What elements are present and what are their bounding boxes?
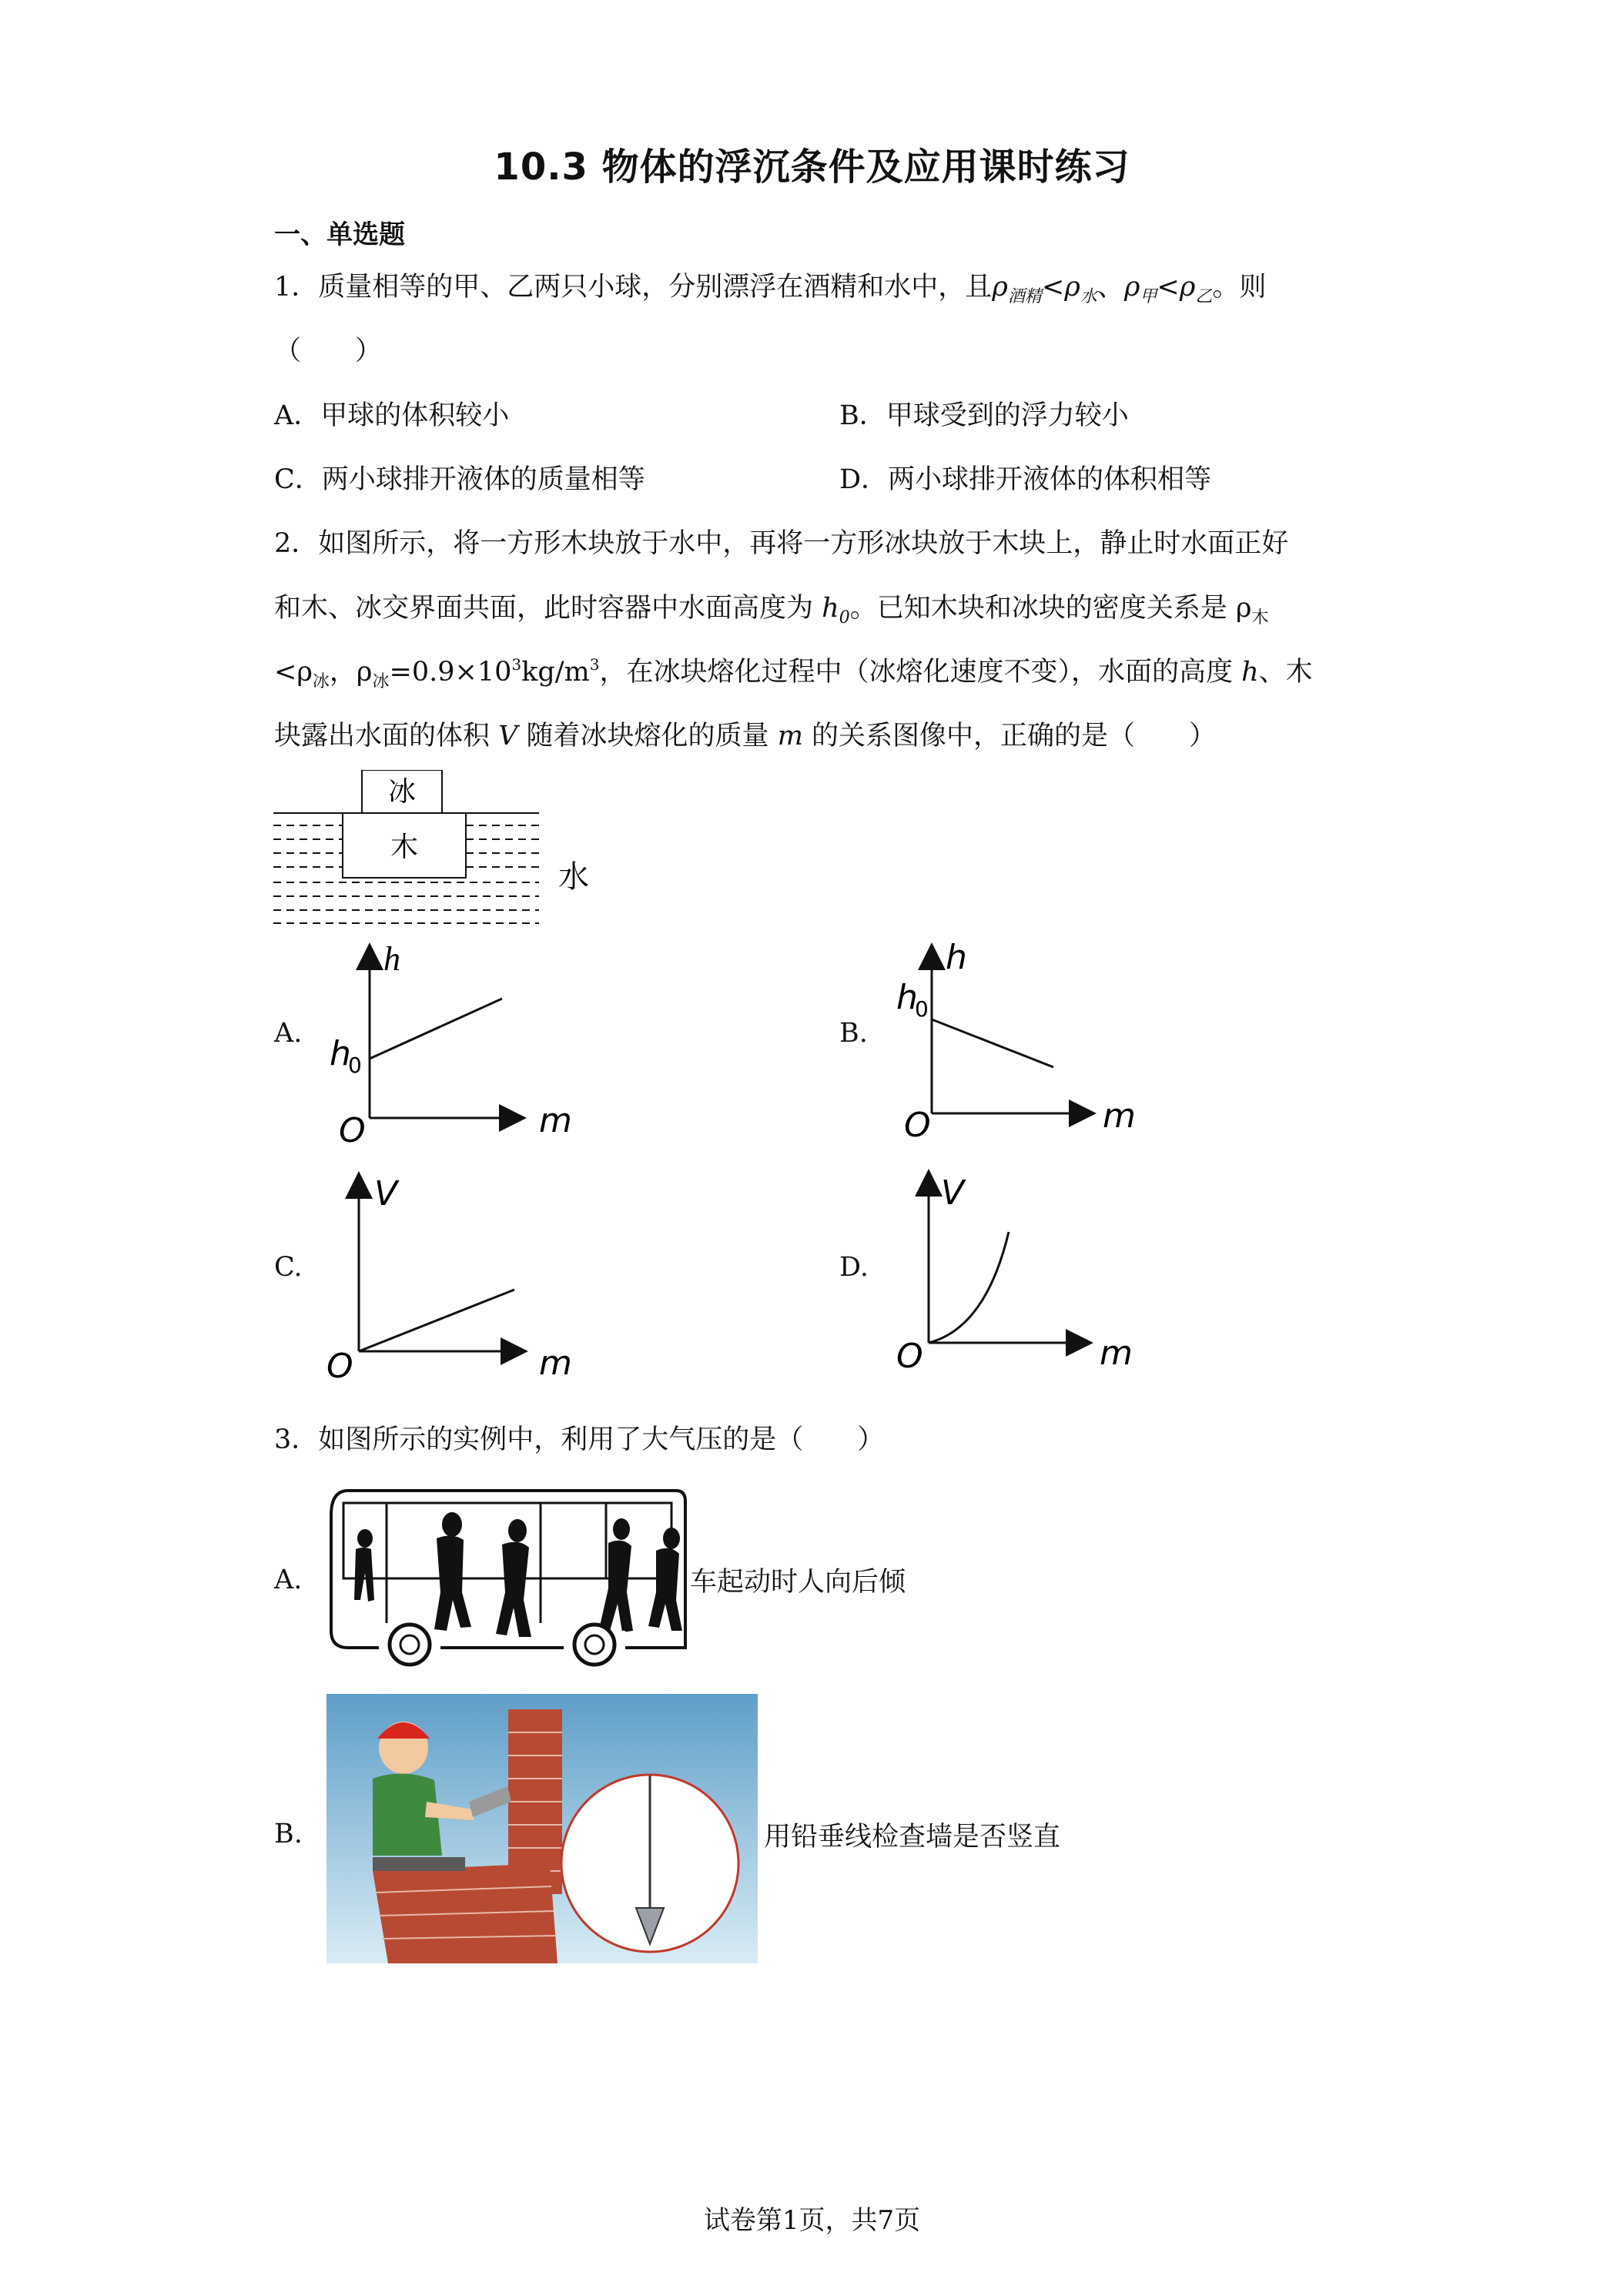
section-heading: 一、单选题: [274, 219, 405, 250]
q1-option-c[interactable]: C．两小球排开液体的质量相等: [274, 464, 645, 495]
q3-option-b-letter[interactable]: B.: [274, 1819, 303, 1849]
graph-line: [932, 1019, 1053, 1067]
q2-line-4: 块露出水面的体积 V 随着冰块熔化的质量 m 的关系图像中，正确的是（ ）: [274, 721, 1217, 751]
q2-option-c-letter[interactable]: C.: [274, 1252, 303, 1283]
x-label: m: [539, 1344, 572, 1383]
graph-curve: [929, 1232, 1009, 1343]
origin-label: O: [904, 1106, 931, 1145]
q1-stem: 1．质量相等的甲、乙两只小球，分别漂浮在酒精和水中，且$\rho_{酒精}<\rho_水$、$\rho_甲<\rho_乙$。则: [274, 272, 1267, 306]
ice-wood-water-figure: [270, 770, 601, 932]
h0-label: h: [896, 978, 918, 1017]
x-label: m: [539, 1101, 572, 1140]
wood-label: 木: [390, 832, 419, 863]
y-label: h: [383, 940, 400, 978]
graph-a[interactable]: [323, 935, 585, 1155]
plumb-line-illustration[interactable]: [326, 1694, 758, 1963]
y-label: V: [941, 1173, 965, 1213]
origin-label: O: [896, 1337, 923, 1376]
graph-line: [370, 999, 502, 1059]
graph-d[interactable]: [886, 1163, 1147, 1386]
q3-option-b-caption: 用铅垂线检查墙是否竖直: [764, 1822, 1061, 1853]
q2-line-2: 和木、冰交界面共面，此时容器中水面高度为 $h_0$。已知木块和冰块的密度关系是 $\rho_木$: [274, 593, 1269, 628]
y-label: h: [946, 938, 967, 977]
q3-option-a-caption: 车起动时人向后倾: [690, 1567, 906, 1598]
graph-b[interactable]: [886, 938, 1147, 1153]
q2-option-b-letter[interactable]: B.: [839, 1018, 868, 1049]
graph-c[interactable]: [316, 1166, 578, 1390]
page-title: 10.3 物体的浮沉条件及应用课时练习: [494, 146, 1130, 189]
x-label: m: [1100, 1334, 1133, 1373]
q3-option-a-letter[interactable]: A.: [274, 1565, 303, 1595]
y-label: V: [374, 1174, 398, 1213]
graph-line: [359, 1290, 514, 1351]
q1-text: 1．质量相等的甲、乙两只小球，分别漂浮在酒精和水中，且: [274, 272, 993, 303]
q1-option-b[interactable]: B．甲球受到的浮力较小: [839, 400, 1129, 431]
h0-sub: 0: [915, 996, 929, 1022]
q3-stem: 3．如图所示的实例中，利用了大气压的是（ ）: [274, 1424, 885, 1455]
q2-line-1: 2．如图所示，将一方形木块放于水中，再将一方形冰块放于木块上，静止时水面正好: [274, 528, 1289, 559]
q1-option-a[interactable]: A．甲球的体积较小: [274, 400, 510, 431]
water-label: 水: [558, 859, 589, 895]
origin-label: O: [339, 1111, 366, 1150]
mortar-trowel: [373, 1857, 465, 1871]
ice-label: 冰: [387, 776, 417, 808]
h0-sub: 0: [348, 1053, 362, 1078]
page-footer: 试卷第1页，共7页: [703, 2205, 921, 2236]
h0-label: h: [330, 1034, 351, 1073]
q1-option-d[interactable]: D．两小球排开液体的体积相等: [839, 464, 1212, 495]
q2-line-3: $<\rho_冰$，$\rho_冰=0.9\times 10^3kg/m^3$，在冰块熔化过程中（冰熔化速度不变），水面的高度 h、木: [274, 655, 1313, 691]
q1-paren: （ ）: [274, 336, 383, 366]
bus-illustration[interactable]: [317, 1484, 695, 1669]
q2-option-a-letter[interactable]: A.: [274, 1018, 303, 1049]
x-label: m: [1103, 1096, 1136, 1136]
origin-label: O: [326, 1347, 353, 1386]
q2-option-d-letter[interactable]: D.: [839, 1252, 869, 1283]
